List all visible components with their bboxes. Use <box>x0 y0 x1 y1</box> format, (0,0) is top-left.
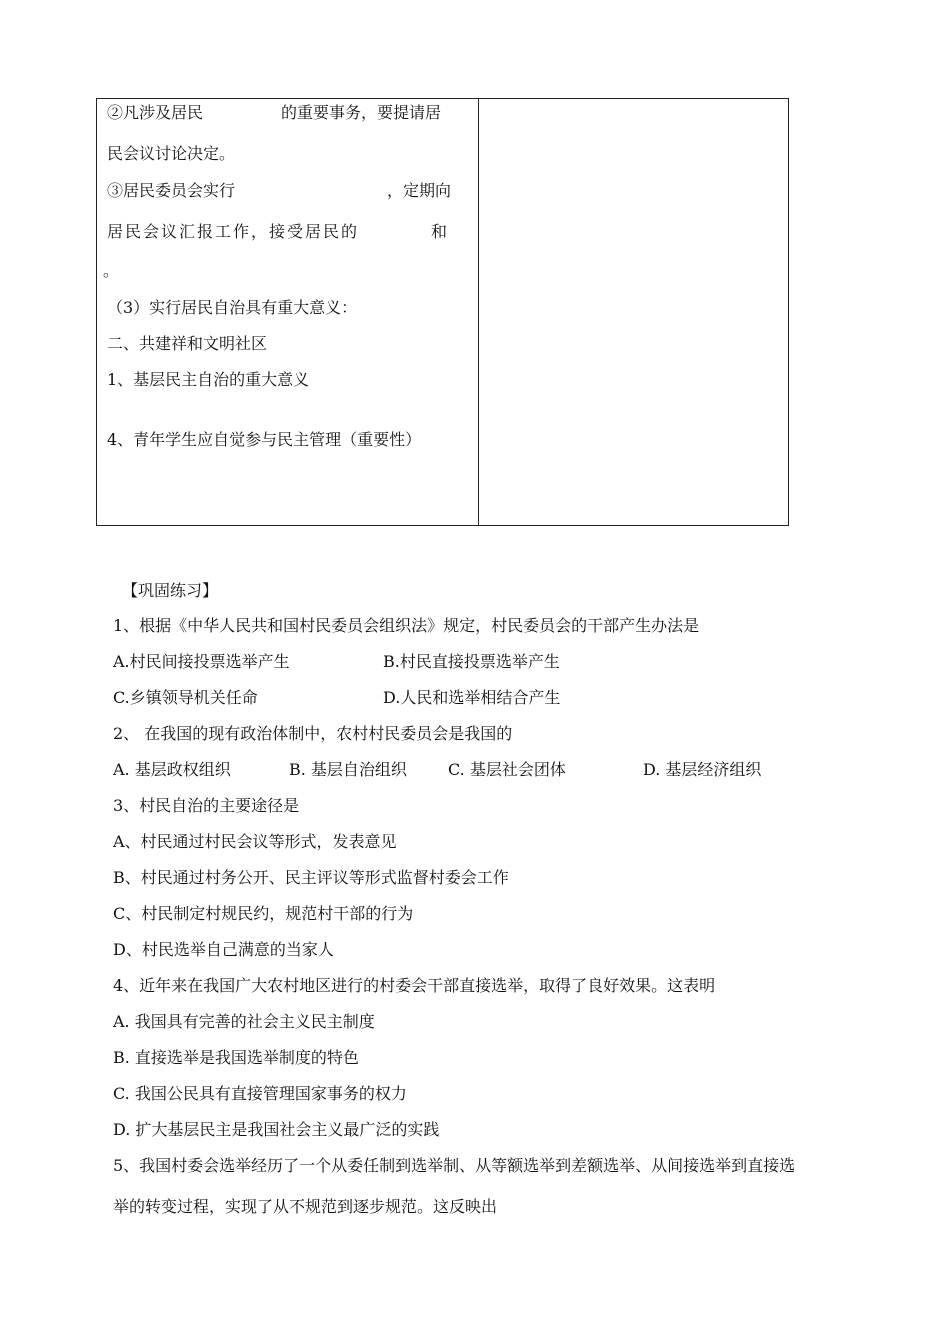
q5-stem-line-2: 举的转变过程，实现了从不规范到逐步规范。这反映出 <box>113 1197 498 1216</box>
line-4-end: 和 <box>431 222 450 241</box>
line-9: 4、青年学生应自觉参与民主管理（重要性） <box>107 430 422 449</box>
line-3 <box>107 181 451 201</box>
q3-option-c: C、村民制定村规民约，规范村干部的行为 <box>113 904 414 923</box>
notes-table <box>96 98 789 526</box>
line-4-start: 居民会议汇报工作，接受居民的 <box>107 222 360 241</box>
q5-stem-line-1: 5、我国村委会选举经历了一个从委任制到选举制、从等额选举到差额选举、从间接选举到直接选 <box>113 1156 796 1175</box>
line-5: 。 <box>103 261 120 280</box>
q4-option-c: C. 我国公民具有直接管理国家事务的权力 <box>113 1084 407 1103</box>
line-4 <box>107 222 449 242</box>
q4-stem: 4、近年来在我国广大农村地区进行的村委会干部直接选举，取得了良好效果。这表明 <box>113 976 716 995</box>
q1-option-d: D.人民和选举相结合产生 <box>383 688 561 707</box>
line-8: 1、基层民主自治的重大意义 <box>107 370 310 389</box>
line-3-start: ③居民委员会实行 <box>107 181 236 200</box>
q4-option-a: A. 我国具有完善的社会主义民主制度 <box>113 1012 375 1031</box>
line-1 <box>107 103 441 123</box>
q1-option-a: A.村民间接投票选举产生 <box>113 652 290 671</box>
notes-cell-left <box>97 99 478 525</box>
line-2: 民会议讨论决定。 <box>107 144 236 163</box>
q4-option-b: B. 直接选举是我国选举制度的特色 <box>113 1048 359 1067</box>
q2-option-a: A. 基层政权组织 <box>113 760 231 779</box>
line-1-start: ②凡涉及居民 <box>107 103 204 122</box>
q2-option-c: C. 基层社会团体 <box>448 760 566 779</box>
notes-cell-right <box>479 99 788 525</box>
q2-option-b: B. 基层自治组织 <box>289 760 407 779</box>
q1-stem: 1、根据《中华人民共和国村民委员会组织法》规定，村民委员会的干部产生办法是 <box>113 616 700 635</box>
q1-option-c: C.乡镇领导机关任命 <box>113 688 258 707</box>
q4-option-d: D. 扩大基层民主是我国社会主义最广泛的实践 <box>113 1120 440 1139</box>
line-1-end: 的重要事务，要提请居 <box>281 103 442 122</box>
q3-option-a: A、村民通过村民会议等形式，发表意见 <box>113 832 397 851</box>
q3-option-b: B、村民通过村务公开、民主评议等形式监督村委会工作 <box>113 868 509 887</box>
line-3-end: ，定期向 <box>387 181 452 200</box>
line-7: 二、共建祥和文明社区 <box>107 334 268 353</box>
q3-stem: 3、村民自治的主要途径是 <box>113 796 300 815</box>
line-6: （3）实行居民自治具有重大意义： <box>107 298 358 317</box>
q3-option-d: D、村民选举自己满意的当家人 <box>113 940 334 959</box>
practice-heading: 【巩固练习】 <box>122 581 219 600</box>
q1-option-b: B.村民直接投票选举产生 <box>383 652 560 671</box>
q2-stem: 2、 在我国的现有政治体制中，农村村民委员会是我国的 <box>113 724 513 743</box>
q2-option-d: D. 基层经济组织 <box>643 760 762 779</box>
